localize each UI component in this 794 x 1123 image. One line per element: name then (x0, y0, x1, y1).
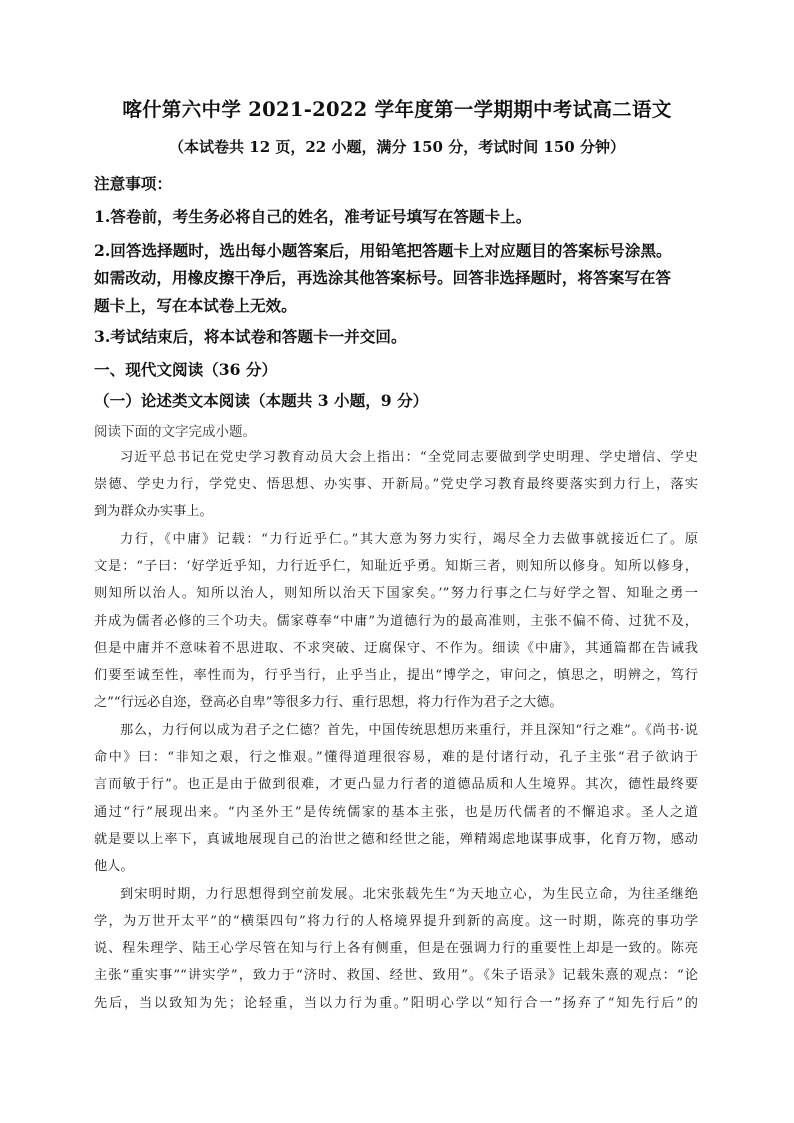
passage-line: 到宋明时期，力行思想得到空前发展。北宋张载先生“为天地立心，为生民立命，为往圣继绝 (120, 887, 698, 902)
passage-line: 说、程朱理学、陆王心学尽管在知与行上各有侧重，但是在强调力行的重要性上却是一致的。陈亮 (94, 941, 698, 956)
passage-line: 通过“行”展现出来。“内圣外王”是传统儒家的基本主张，也是历代儒者的不懈追求。圣人之道 (94, 805, 698, 820)
passage-line: 文是：“子曰：‘好学近乎知，力行近乎仁，知耻近乎勇。知斯三者，则知所以修身。知所以修身， (94, 559, 698, 574)
passage-line: 则知所以治人。知所以治人，则知所以治天下国家矣。’”努力行事之仁与好学之智、知耻之勇一 (94, 586, 698, 601)
passage-line: 习近平总书记在党史学习教育动员大会上指出：“全党同志要做到学史明理、学史增信、学史 (120, 450, 698, 465)
passage-line: 主张“重实事”“讲实学”，致力于“济时、救国、经世、致用”。《朱子语录》记载朱熹的观点：“论 (94, 968, 698, 983)
notice-line: 1.答卷前，考生务必将自己的姓名，准考证号填写在答题卡上。 (94, 207, 532, 226)
passage-line: 并成为儒者必修的三个功夫。儒家尊奉“中庸”为道德行为的最高准则，主张不偏不倚、过犹不及， (94, 614, 698, 629)
passage-line: 但是中庸并不意味着不思进取、不求突破、迂腐保守、不作为。细读《中庸》，其通篇都在告诫我 (94, 641, 698, 656)
passage-line: 力行，《中庸》记载：“力行近乎仁。”其大意为努力实行，竭尽全力去做事就接近仁了。原 (120, 532, 698, 547)
notice-line: 3.考试结束后，将本试卷和答题卡一并交回。 (94, 327, 407, 346)
notice-line: 题卡上，写在本试卷上无效。 (94, 296, 297, 315)
passage-line: 到为群众办实事上。 (94, 504, 213, 519)
passage-line: 命中》曰：“非知之艰，行之惟艰。”懂得道理很容易，难的是付诸行动，孔子主张“君子欲讷于 (94, 750, 698, 765)
notice-line: 2.回答选择题时，选出每小题答案后，用铅笔把答题卡上对应题目的答案标号涂黑。 (94, 241, 672, 260)
exam-title: 喀什第六中学 2021-2022 学年度第一学期期中考试高二语文 (122, 98, 672, 121)
passage-line: 之”“行远必自迩，登高必自卑”等很多力行、重行思想，将力行作为君子之大德。 (94, 695, 563, 710)
passage-line: 学，为万世开太平”的“横渠四句”将力行的人格境界提升到新的高度。这一时期，陈亮的事功学 (94, 914, 698, 929)
passage-line: 言而敏于行”。也正是由于做到很难，才更凸显力行者的道德品质和人生境界。其次，德性最终要 (94, 777, 698, 792)
passage-line: 就是要以上率下，真诚地展现自己的治世之德和经世之能，殚精竭虑地谋事成事，化育万物，感动 (94, 832, 698, 847)
section-instruction: 阅读下面的文字完成小题。 (94, 424, 256, 440)
passage-line: 那么，力行何以成为君子之仁德？首先，中国传统思想历来重行，并且深知“行之难”。《尚书·说 (120, 723, 698, 738)
exam-subtitle: （本试卷共 12 页，22 小题，满分 150 分，考试时间 150 分钟） (169, 138, 625, 156)
section-subheading: （一）论述类文本阅读（本题共 3 小题，9 分） (94, 391, 429, 410)
passage-line: 先后，当以致知为先；论轻重，当以力行为重。”阳明心学以“知行合一”扬弃了“知先行后”的 (94, 996, 698, 1011)
passage-line: 们要至诚至性，率性而为，行乎当行，止乎当止，提出“博学之，审问之，慎思之，明辨之，笃行 (94, 668, 698, 683)
passage-line: 他人。 (94, 859, 134, 874)
passage-line: 崇德、学史力行，学党史、悟思想、办实事、开新局。”党史学习教育最终要落实到力行上，落实 (94, 477, 698, 492)
section-heading: 一、现代文阅读（36 分） (94, 360, 278, 379)
notice-heading: 注意事项： (94, 174, 172, 193)
notice-line: 如需改动，用橡皮擦干净后，再选涂其他答案标号。回答非选择题时，将答案写在答 (94, 268, 671, 287)
